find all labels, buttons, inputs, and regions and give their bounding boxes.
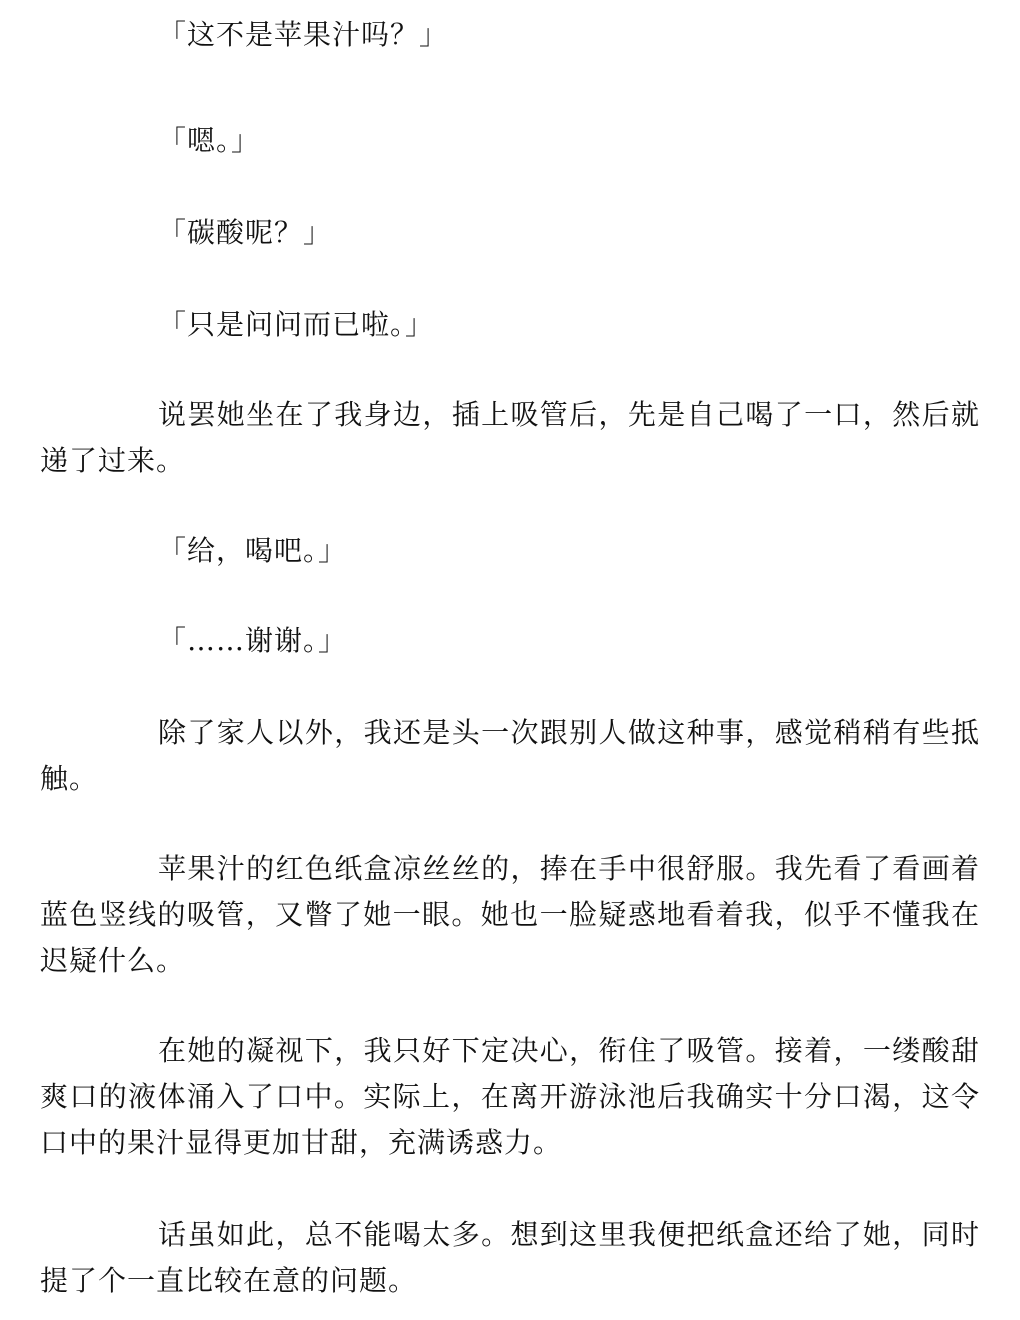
paragraph-narration-return-carton: 话虽如此，总不能喝太多。想到这里我便把纸盒还给了她，同时提了个一直比较在意的问题。 xyxy=(40,1218,980,1297)
paragraph-dialogue-here-drink: 「给，喝吧。」 xyxy=(158,534,348,567)
paragraph-dialogue-just-asking: 「只是问问而已啦。」 xyxy=(158,308,435,341)
paragraph-dialogue-mm: 「嗯。」 xyxy=(158,124,261,157)
paragraph-narration-sip: 在她的凝视下，我只好下定决心，衔住了吸管。接着，一缕酸甜爽口的液体涌入了口中。实际上，在离开游泳池后我确实十分口渴，这令口中的果汁显得更加甘甜，充满诱惑力。 xyxy=(40,1034,980,1159)
paragraph-dialogue-thanks: 「……谢谢。」 xyxy=(158,624,348,657)
paragraph-narration-first-time: 除了家人以外，我还是头一次跟别人做这种事，感觉稍稍有些抵触。 xyxy=(40,716,980,795)
paragraph-dialogue-carbonated: 「碳酸呢？」 xyxy=(158,216,333,249)
paragraph-dialogue-apple-juice: 「这不是苹果汁吗？」 xyxy=(158,18,449,51)
paragraph-narration-red-carton: 苹果汁的红色纸盒凉丝丝的，捧在手中很舒服。我先看了看画着蓝色竖线的吸管，又瞥了她一眼。她也一脸疑惑地看着我，似乎不懂我在迟疑什么。 xyxy=(40,852,980,977)
paragraph-narration-straw: 说罢她坐在了我身边，插上吸管后，先是自己喝了一口，然后就递了过来。 xyxy=(40,398,980,477)
